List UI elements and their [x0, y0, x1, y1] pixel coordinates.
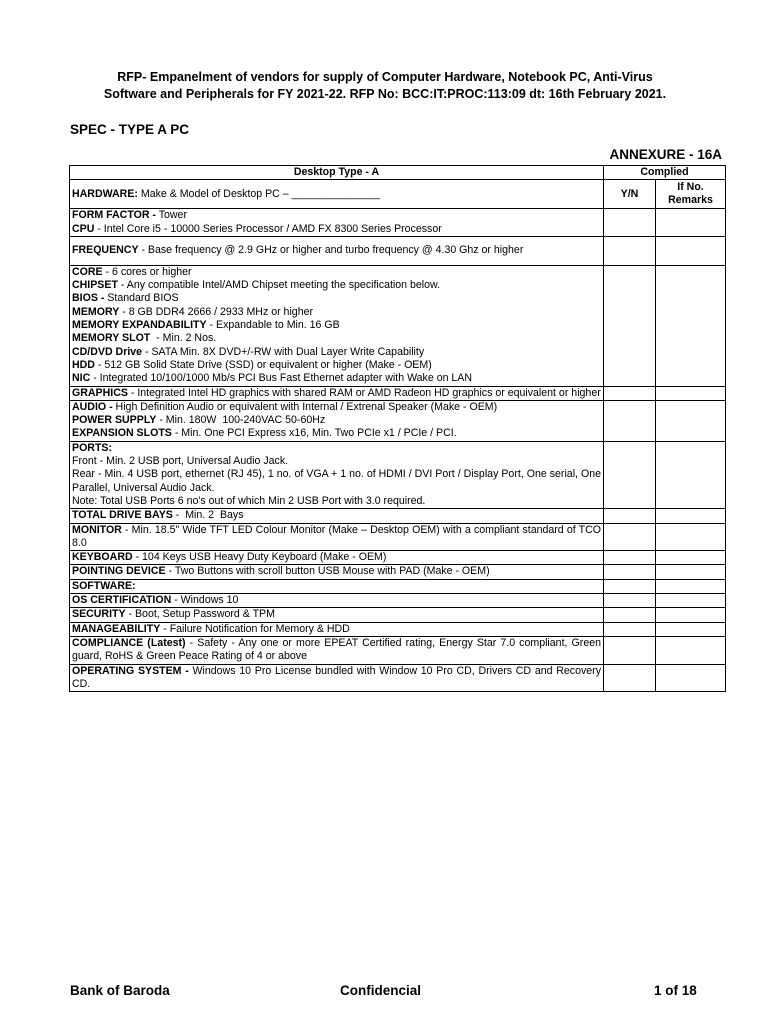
pointing-device-label: POINTING DEVICE: [72, 565, 166, 578]
remarks-cell[interactable]: [656, 594, 726, 608]
form-factor-text: Tower: [155, 209, 187, 222]
core-label: CORE: [72, 265, 103, 278]
cpu-label: CPU: [72, 222, 95, 235]
security-label: SECURITY: [72, 608, 126, 621]
keyboard-text: - 104 Keys USB Heavy Duty Keyboard (Make - OEM): [132, 551, 387, 564]
spec-title: SPEC - TYPE A PC: [70, 122, 190, 137]
spec-row-monitor: [70, 523, 604, 551]
drive-bays-label: TOTAL DRIVE BAYS: [72, 509, 173, 522]
ports-front: Front - Min. 2 USB port, Universal Audio Jack.: [72, 455, 289, 468]
complied-header: Complied: [604, 166, 726, 180]
expansion-slots-label: EXPANSION SLOTS: [72, 427, 172, 440]
nic-line: [72, 372, 601, 385]
memory-slot-line: [72, 332, 601, 345]
yn-cell[interactable]: [604, 579, 656, 593]
yn-cell[interactable]: [604, 386, 656, 400]
os-certification-text: - Windows 10: [171, 594, 239, 607]
expansion-slots-text: - Min. One PCI Express x16, Min. Two PCIe x1 / PCIe / PCI.: [171, 427, 457, 440]
bios-line: [72, 292, 601, 305]
remarks-cell[interactable]: [656, 236, 726, 265]
compliance-text: - Safety - Any one or more EPEAT Certified rating, Energy Star 7.0 compliant, Green guard, RoHS & Green Peace Rating of 4 or above: [72, 636, 601, 663]
pointing-device-text: - Two Buttons with scroll button USB Mouse with PAD (Make - OEM): [165, 565, 490, 578]
memory-slot-label: MEMORY SLOT: [72, 332, 151, 345]
cd-dvd-text: - SATA Min. 8X DVD+/-RW with Dual Layer Write Capability: [142, 345, 425, 358]
software-label: SOFTWARE:: [72, 579, 136, 592]
rfp-title-line-2: Software and Peripherals for FY 2021-22. RFP No: BCC:IT:PROC:113:09 dt: 16th February 2021.: [103, 87, 667, 101]
spec-row-security: [70, 608, 604, 622]
hardware-row: [70, 180, 604, 209]
spec-row-os-certification: [70, 594, 604, 608]
remarks-cell[interactable]: [656, 265, 726, 386]
spec-row-manageability: [70, 622, 604, 636]
yn-cell[interactable]: [604, 551, 656, 565]
yn-cell[interactable]: [604, 265, 656, 386]
spec-row-keyboard: [70, 551, 604, 565]
operating-system-text: Windows 10 Pro License bundled with Window 10 Pro CD, Drivers CD and Recovery CD.: [72, 664, 601, 690]
remarks-cell[interactable]: [656, 551, 726, 565]
power-supply-text: - Min. 180W 100-240VAC 50-60Hz: [156, 414, 326, 427]
yn-cell[interactable]: [604, 509, 656, 523]
manageability-text: - Failure Notification for Memory & HDD: [160, 622, 350, 635]
cd-dvd-line: [72, 346, 601, 359]
monitor-text: - Min. 18.5" Wide TFT LED Colour Monitor (Make – Desktop OEM) with a compliant standard of TCO 8.0: [72, 523, 601, 549]
keyboard-label: KEYBOARD: [72, 551, 133, 564]
chipset-label: CHIPSET: [72, 279, 118, 292]
nic-label: NIC: [72, 372, 91, 385]
ports-label-text: PORTS:: [72, 441, 113, 454]
yn-cell[interactable]: [604, 664, 656, 692]
yn-cell[interactable]: [604, 565, 656, 579]
spec-row-software: [70, 579, 604, 593]
bios-label: BIOS -: [72, 292, 105, 305]
graphics-text: - Integrated Intel HD graphics with shared RAM or AMD Radeon HD graphics or equivalent or higher: [127, 386, 601, 399]
remarks-cell[interactable]: [656, 622, 726, 636]
cd-dvd-label: CD/DVD Drive: [72, 345, 143, 358]
bios-text: Standard BIOS: [104, 292, 179, 305]
yn-header: Y/N: [604, 180, 656, 209]
hdd-label: HDD: [72, 358, 95, 371]
rfp-title-line-1: RFP- Empanelment of vendors for supply of Computer Hardware, Notebook PC, Anti-Virus: [117, 70, 653, 84]
footer-bank-name: Bank of Baroda: [70, 983, 170, 998]
memory-expandability-line: [72, 319, 601, 332]
monitor-label: MONITOR: [72, 523, 122, 536]
form-factor-line: [72, 209, 601, 222]
annexure-label: ANNEXURE - 16A: [609, 147, 722, 162]
compliance-label: COMPLIANCE (Latest): [72, 636, 186, 649]
expansion-slots-line: [72, 427, 601, 440]
remarks-cell[interactable]: [656, 664, 726, 692]
spec-row-core: [70, 265, 604, 386]
audio-label: AUDIO -: [72, 400, 113, 413]
security-text: - Boot, Setup Password & TPM: [125, 608, 275, 621]
remarks-cell[interactable]: [656, 209, 726, 237]
yn-cell[interactable]: [604, 608, 656, 622]
yn-cell[interactable]: [604, 400, 656, 441]
hardware-label: HARDWARE:: [72, 187, 138, 200]
spec-row-frequency: [70, 236, 604, 265]
spec-row-operating-system: [70, 664, 604, 692]
ports-note: Note: Total USB Ports 6 no's out of which Min 2 USB Port with 3.0 required.: [72, 494, 426, 507]
nic-text: - Integrated 10/100/1000 Mb/s PCI Bus Fast Ethernet adapter with Wake on LAN: [90, 372, 473, 385]
memory-line: [72, 306, 601, 319]
chipset-line: [72, 279, 601, 292]
remarks-cell[interactable]: [656, 636, 726, 664]
remarks-cell[interactable]: [656, 386, 726, 400]
yn-cell[interactable]: [604, 636, 656, 664]
memory-expandability-text: - Expandable to Min. 16 GB: [206, 319, 340, 332]
operating-system-label: OPERATING SYSTEM -: [72, 664, 189, 677]
power-supply-label: POWER SUPPLY: [72, 414, 157, 427]
yn-cell[interactable]: [604, 209, 656, 237]
audio-text: High Definition Audio or equivalent with Internal / Extrenal Speaker (Make - OEM): [112, 400, 498, 413]
cpu-text: - Intel Core i5 - 10000 Series Processor / AMD FX 8300 Series Processor: [94, 222, 442, 235]
spec-row-form-factor: [70, 209, 604, 237]
graphics-label: GRAPHICS: [72, 386, 128, 399]
remarks-cell[interactable]: [656, 441, 726, 508]
spec-row-ports: [70, 441, 604, 508]
remarks-header-line-1: If No.: [677, 181, 704, 193]
spec-row-drive-bays: [70, 509, 604, 523]
memory-text: - 8 GB DDR4 2666 / 2933 MHz or higher: [119, 305, 313, 318]
remarks-cell[interactable]: [656, 565, 726, 579]
hardware-text: Make & Model of Desktop PC – _______________: [140, 187, 380, 200]
yn-cell[interactable]: [604, 441, 656, 508]
core-line: [72, 266, 601, 279]
memory-slot-text: - Min. 2 Nos.: [150, 332, 217, 345]
remarks-header-line-2: Remarks: [668, 194, 713, 207]
spec-row-compliance: [70, 636, 604, 664]
table-title: Desktop Type - A: [70, 166, 604, 180]
yn-cell[interactable]: [604, 523, 656, 551]
spec-row-audio: [70, 400, 604, 441]
spec-table: [69, 165, 726, 692]
core-text: - 6 cores or higher: [102, 265, 192, 278]
memory-expandability-label: MEMORY EXPANDABILITY: [72, 319, 207, 332]
remarks-cell[interactable]: [656, 523, 726, 551]
footer-confidential: Confidencial: [340, 983, 422, 998]
remarks-cell[interactable]: [656, 509, 726, 523]
ports-label: [72, 442, 601, 455]
audio-line: [72, 401, 601, 414]
remarks-header: [656, 180, 726, 209]
memory-label: MEMORY: [72, 305, 120, 318]
yn-cell[interactable]: [604, 594, 656, 608]
spec-row-graphics: [70, 386, 604, 400]
chipset-text: - Any compatible Intel/AMD Chipset meeting the specification below.: [117, 279, 441, 292]
remarks-cell[interactable]: [656, 579, 726, 593]
spec-row-pointing-device: [70, 565, 604, 579]
yn-cell[interactable]: [604, 622, 656, 636]
form-factor-label: FORM FACTOR -: [72, 209, 156, 222]
ports-rear: Rear - Min. 4 USB port, ethernet (RJ 45), 1 no. of VGA + 1 no. of HDMI / DVI Port / Display Port, One serial, One Parallel, Universal Audio Jack.: [72, 468, 601, 494]
hdd-line: [72, 359, 601, 372]
footer-page-number: 1 of 18: [654, 983, 697, 998]
remarks-cell[interactable]: [656, 400, 726, 441]
manageability-label: MANAGEABILITY: [72, 622, 161, 635]
frequency-label: FREQUENCY: [72, 244, 139, 257]
yn-cell[interactable]: [604, 236, 656, 265]
frequency-text: - Base frequency @ 2.9 GHz or higher and turbo frequency @ 4.30 Ghz or higher: [138, 244, 524, 257]
drive-bays-text: - Min. 2 Bays: [172, 509, 244, 522]
hdd-text: - 512 GB Solid State Drive (SSD) or equivalent or higher (Make - OEM): [94, 358, 432, 371]
cpu-line: [72, 223, 601, 236]
power-supply-line: [72, 414, 601, 427]
remarks-cell[interactable]: [656, 608, 726, 622]
os-certification-label: OS CERTIFICATION: [72, 594, 172, 607]
